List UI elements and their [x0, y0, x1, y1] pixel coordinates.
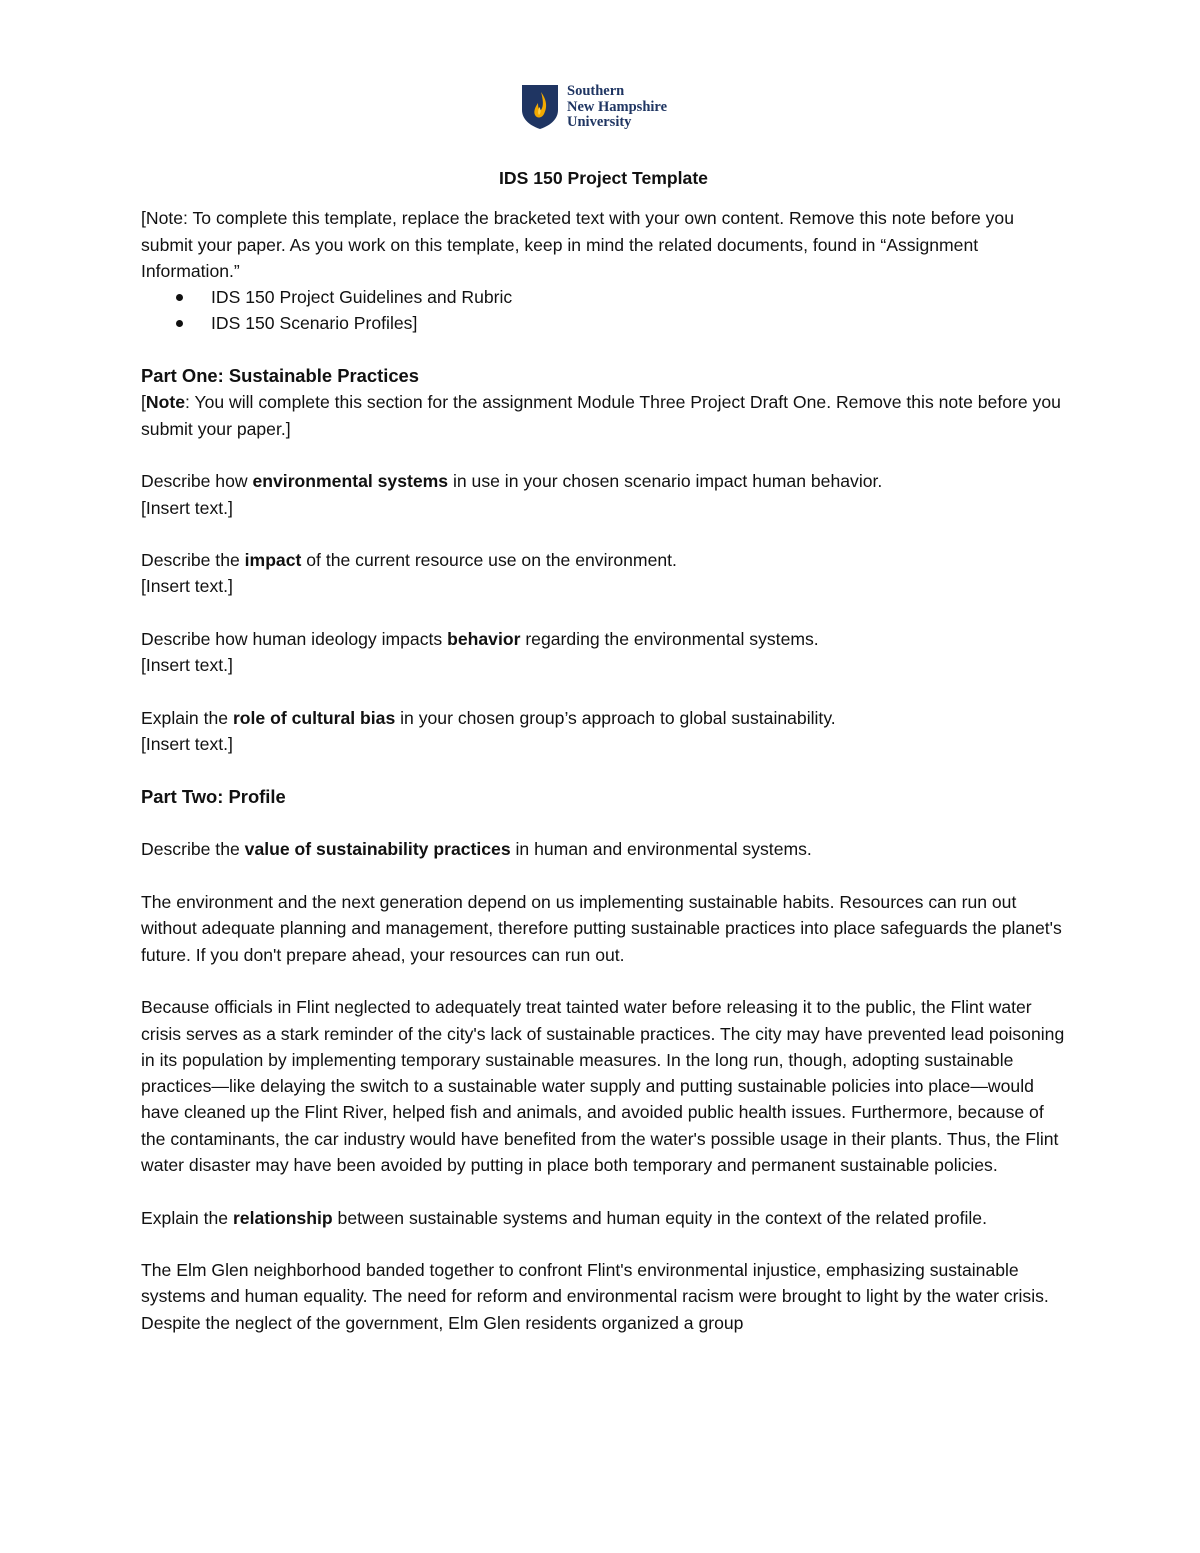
list-item: IDS 150 Project Guidelines and Rubric — [172, 284, 1066, 310]
shield-flame-icon — [521, 84, 559, 130]
logo-wordmark — [567, 84, 667, 131]
prompt-impact: Describe the impact of the current resource use on the environment. — [141, 550, 677, 571]
answer-placeholder: [Insert text.] — [141, 497, 233, 518]
prompt-cultural-bias: Explain the role of cultural bias in your chosen group’s approach to global sustainability. — [141, 707, 836, 728]
note-label: Note — [145, 392, 185, 413]
answer-placeholder: [Insert text.] — [141, 734, 233, 755]
prompt-behavior: Describe how human ideology impacts behavior regarding the environmental systems. — [141, 629, 819, 650]
prompt-relationship: Explain the relationship between sustainable systems and human equity in the context of the related profile. — [141, 1207, 987, 1228]
answer-placeholder: [Insert text.] — [141, 655, 233, 676]
document-title: IDS 150 Project Template — [499, 168, 708, 188]
body-paragraph-2: Because officials in Flint neglected to adequately treat tainted water before releasing it to the public, the Flint water crisis serves as a stark reminder of the city's lack of sustainable practices. The city may have prevented lead poisoning in its population by implementing temporary sustainable measures. In the long run, though, adopting sustainable practices—like delaying the switch to a sustainable water supply and putting sustainable policies into place—would have cleaned up the Flint River, helped fish and animals, and avoided public health issues. Furthermore, because of the contaminants, the car industry would have benefited from the water's possible usage in their plants. Thus, the Flint water disaster may have been avoided by putting in place both temporary and permanent sustainable policies. — [141, 997, 1065, 1175]
template-note: [Note: To complete this template, replace the bracketed text with your own content. Remove this note before you submit your paper. As you work on this template, keep in mind the related documents, found in “Assignment Information.” — [141, 208, 1014, 281]
document-body — [141, 165, 1066, 1336]
body-paragraph-3: The Elm Glen neighborhood banded together to confront Flint's environmental injustice, emphasizing sustainable systems and human equality. The need for reform and environmental racism were brought to light by the water crisis. Despite the neglect of the government, Elm Glen residents organized a group — [141, 1260, 1049, 1333]
prompt-sustainability-value: Describe the value of sustainability practices in human and environmental systems. — [141, 839, 812, 860]
note-bracket: [ — [141, 392, 146, 413]
logo-line-university: University — [567, 114, 632, 130]
answer-placeholder: [Insert text.] — [141, 576, 233, 597]
logo-line-southern: Southern — [567, 83, 625, 99]
note-text: : You will complete this section for the assignment Module Three Project Draft One. Remove this note before you submit your paper.] — [141, 392, 1061, 439]
part-one-heading: Part One: Sustainable Practices — [141, 365, 420, 387]
logo-line-new-hampshire: New Hampshire — [567, 98, 668, 115]
body-paragraph-1: The environment and the next generation depend on us implementing sustainable habits. Resources can run out without adequate planning and management, therefore putting sustainable practices into place safeguards the planet's future. If you don't prepare ahead, your resources can run out. — [141, 892, 1062, 965]
part-two-heading: Part Two: Profile — [141, 785, 286, 807]
related-documents-list — [141, 284, 1066, 337]
part-one-note — [141, 389, 1066, 442]
list-item: IDS 150 Scenario Profiles] — [172, 310, 1066, 336]
prompt-environmental-systems: Describe how environmental systems in use in your chosen scenario impact human behavior. — [141, 471, 883, 492]
university-logo — [521, 84, 667, 131]
